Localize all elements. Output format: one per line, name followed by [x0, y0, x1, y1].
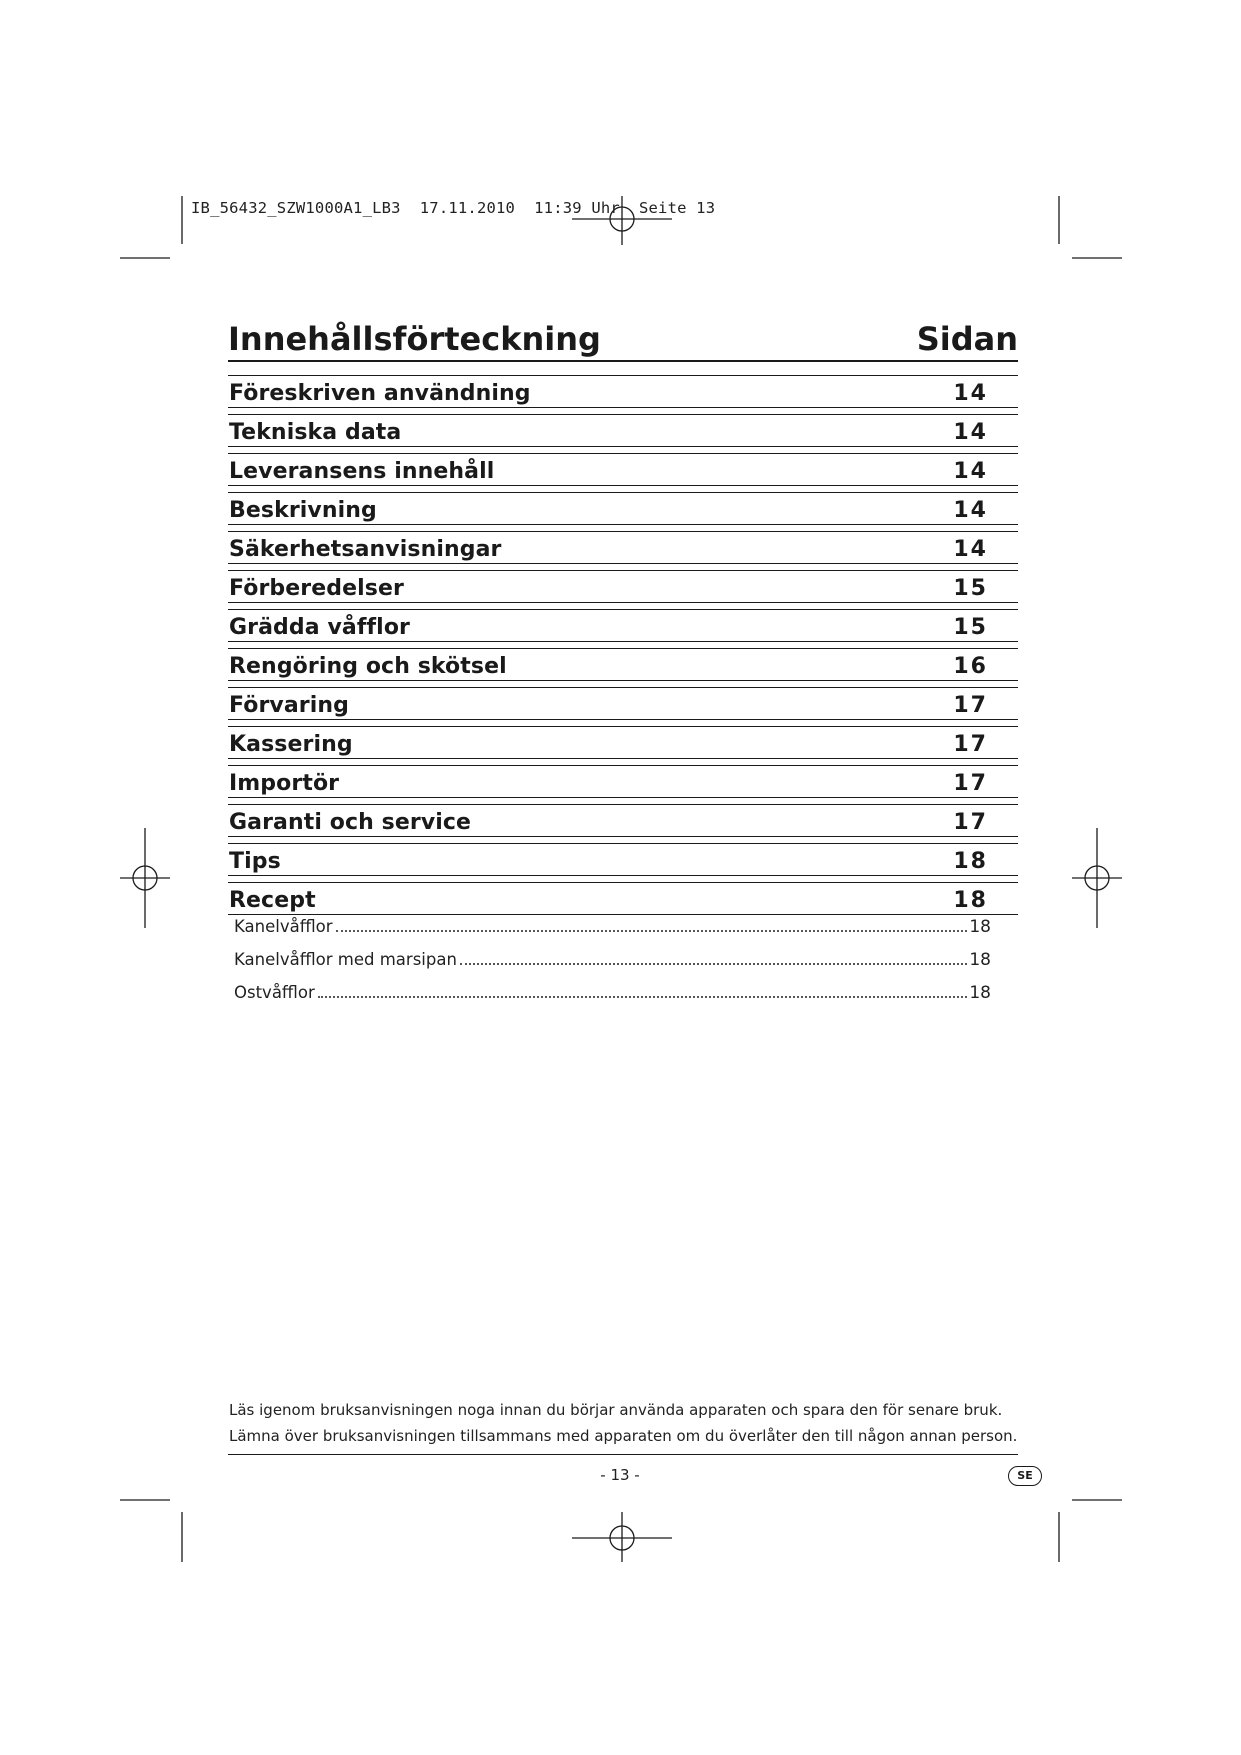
- toc-entry-label: Importör: [229, 771, 340, 796]
- page-number: - 13 -: [600, 1466, 640, 1484]
- toc-entry-page: 14: [953, 498, 988, 523]
- toc-entry-page: 17: [953, 810, 988, 835]
- toc-entry-label: Beskrivning: [229, 498, 377, 523]
- toc-entry-page: 14: [953, 381, 988, 406]
- toc-entry: [228, 804, 1018, 837]
- toc-entry: [228, 687, 1018, 720]
- toc-entry-page: 15: [953, 576, 988, 601]
- dot-leader: [318, 995, 968, 998]
- toc-entry-label: Leveransens innehåll: [229, 459, 495, 484]
- toc-entry-page: 14: [953, 420, 988, 445]
- toc-entry-label: Föreskriven användning: [229, 381, 531, 406]
- toc-entry-label: Garanti och service: [229, 810, 472, 835]
- toc-list: [228, 375, 1018, 921]
- toc-entry: [228, 726, 1018, 759]
- language-badge: SE: [1008, 1466, 1042, 1486]
- toc-entry-label: Tips: [229, 849, 281, 874]
- toc-entry-page: 17: [953, 732, 988, 757]
- usage-note: [229, 1397, 1029, 1449]
- toc-entry: [228, 492, 1018, 525]
- dot-leader: [336, 929, 968, 932]
- toc-entry-page: 18: [953, 849, 988, 874]
- toc-entry-label: Förberedelser: [229, 576, 404, 601]
- toc-sub-entry-page: 18: [969, 950, 991, 970]
- toc-sub-entry-label: Kanelvåfflor: [234, 917, 333, 936]
- toc-entry-label: Recept: [229, 888, 316, 913]
- usage-note-line-2: Lämna över bruksanvisningen tillsammans med apparaten om du överlåter den till någon annan person.: [229, 1427, 1018, 1445]
- toc-entry: [228, 648, 1018, 681]
- toc-entry-label: Kassering: [229, 732, 353, 757]
- dot-leader: [460, 962, 967, 965]
- toc-sub-entry: [234, 983, 991, 1016]
- toc-page-column-title: Sidan: [916, 320, 1018, 358]
- toc-entry-page: 18: [953, 888, 988, 913]
- toc-sub-entry-label: Kanelvåfflor med marsipan: [234, 950, 457, 969]
- toc-entry: [228, 609, 1018, 642]
- toc-entry: [228, 765, 1018, 798]
- toc-sub-entry-label: Ostvåfflor: [234, 983, 315, 1002]
- toc-sub-list: [234, 917, 991, 1016]
- toc-sub-entry-page: 18: [969, 917, 991, 937]
- toc-entry: [228, 531, 1018, 564]
- toc-entry-page: 15: [953, 615, 988, 640]
- toc-entry-label: Förvaring: [229, 693, 349, 718]
- footer-divider: [228, 1454, 1018, 1455]
- toc-entry-label: Tekniska data: [229, 420, 402, 445]
- toc-header: [228, 316, 1018, 362]
- toc-entry-page: 17: [953, 693, 988, 718]
- toc-sub-entry: [234, 950, 991, 983]
- toc-entry-page: 14: [953, 459, 988, 484]
- toc-sub-entry: [234, 917, 991, 950]
- toc-entry: [228, 414, 1018, 447]
- toc-entry-label: Grädda våfflor: [229, 615, 410, 640]
- toc-entry-label: Säkerhetsanvisningar: [229, 537, 502, 562]
- toc-entry: [228, 453, 1018, 486]
- print-slug-line: IB_56432_SZW1000A1_LB3 17.11.2010 11:39 Uhr Seite 13: [191, 199, 716, 217]
- toc-entry: [228, 882, 1018, 915]
- toc-entry: [228, 375, 1018, 408]
- toc-entry: [228, 570, 1018, 603]
- toc-entry: [228, 843, 1018, 876]
- toc-entry-page: 16: [953, 654, 988, 679]
- toc-entry-label: Rengöring och skötsel: [229, 654, 507, 679]
- toc-title: Innehållsförteckning: [228, 320, 601, 358]
- usage-note-line-1: Läs igenom bruksanvisningen noga innan du börjar använda apparaten och spara den för senare bruk.: [229, 1401, 1003, 1419]
- toc-entry-page: 17: [953, 771, 988, 796]
- toc-entry-page: 14: [953, 537, 988, 562]
- toc-sub-entry-page: 18: [969, 983, 991, 1003]
